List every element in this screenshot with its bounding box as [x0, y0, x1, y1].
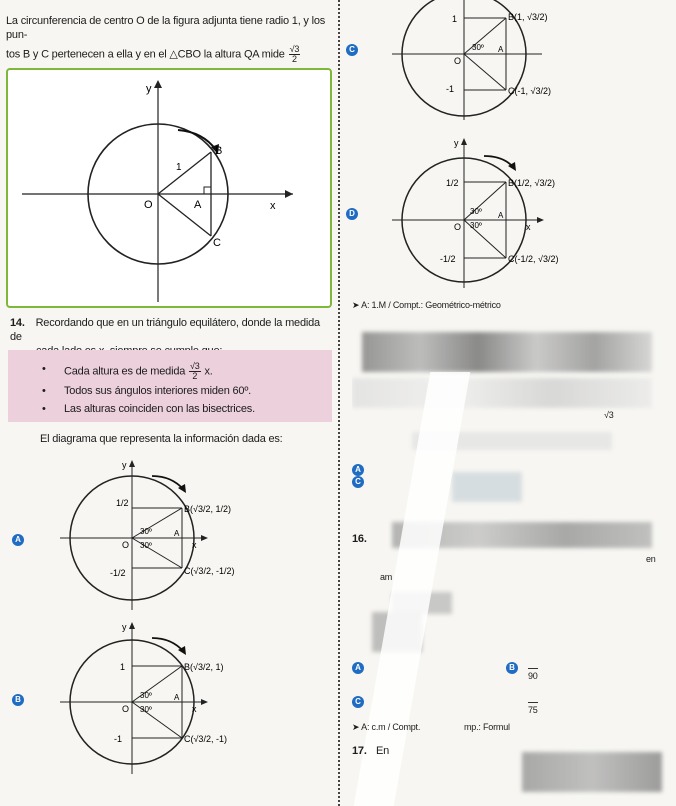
- svg-text:O: O: [122, 540, 130, 550]
- q14-number: 14.: [10, 317, 25, 329]
- meta-line-2b: mp.: Formul: [464, 722, 510, 732]
- svg-text:A: A: [498, 211, 504, 220]
- svg-text:A: A: [174, 529, 180, 538]
- obscured-region: [352, 312, 676, 806]
- svg-text:O: O: [454, 56, 462, 66]
- column-divider: [338, 0, 340, 806]
- svg-text:B(√3/2, 1/2): B(√3/2, 1/2): [184, 504, 231, 514]
- blur-block-4: [452, 472, 522, 502]
- svg-text:B(√3/2, 1): B(√3/2, 1): [184, 662, 224, 672]
- svg-text:1/2: 1/2: [446, 178, 459, 188]
- svg-text:O: O: [122, 704, 130, 714]
- svg-text:30º: 30º: [140, 705, 152, 714]
- circle-figure: [8, 70, 330, 306]
- q15-option-a-badge[interactable]: A: [352, 464, 364, 476]
- option-a-badge[interactable]: A: [12, 534, 24, 546]
- q15-option-c-badge[interactable]: C: [352, 476, 364, 488]
- problem-line-1: La circunferencia de centro O de la figura adjunta tiene radio 1, y los pun-: [6, 15, 326, 41]
- svg-text:A: A: [174, 693, 180, 702]
- frac-75: 75: [528, 702, 538, 717]
- q16-number: 16.: [352, 533, 367, 545]
- fig-C-label: C: [213, 237, 221, 249]
- option-b-badge[interactable]: B: [12, 694, 24, 706]
- svg-text:1/2: 1/2: [116, 498, 129, 508]
- option-c-diagram[interactable]: [392, 0, 592, 120]
- svg-text:C(-1/2, √3/2): C(-1/2, √3/2): [508, 254, 559, 264]
- problem-line-2: tos B y C pertenecen a ella y en el △CBO la altura QA mide $\frac{√3}{2}$: [6, 44, 300, 64]
- svg-text:y: y: [122, 460, 127, 470]
- fig-A-label: A: [194, 199, 202, 211]
- svg-text:C(√3/2, -1/2): C(√3/2, -1/2): [184, 566, 235, 576]
- svg-text:30º: 30º: [140, 527, 152, 536]
- svg-text:1: 1: [120, 662, 126, 672]
- q16-option-c-badge[interactable]: C: [352, 696, 364, 708]
- option-d-badge[interactable]: D: [346, 208, 358, 220]
- option-a-diagram[interactable]: [60, 456, 250, 612]
- svg-text:O: O: [454, 222, 462, 232]
- fig-y-label: y: [146, 83, 152, 95]
- svg-text:B(1/2, √3/2): B(1/2, √3/2): [508, 178, 555, 188]
- svg-text:y: y: [122, 622, 127, 632]
- fig-x-label: x: [270, 200, 276, 212]
- meta-line-2: ➤ A: c.m / Compt.: [352, 722, 421, 732]
- svg-text:A: A: [498, 45, 504, 54]
- meta-line: ➤ A: 1.M / Compt.: Geométrico-métrico: [352, 300, 501, 310]
- svg-text:30º: 30º: [472, 43, 484, 52]
- frag-en: en: [646, 554, 656, 564]
- svg-text:-1/2: -1/2: [440, 254, 456, 264]
- svg-text:B(1, √3/2): B(1, √3/2): [508, 12, 548, 22]
- fact-1: Cada altura es de medida $\frac{√3}{2}$ x.: [64, 361, 213, 381]
- svg-text:C(-1, √3/2): C(-1, √3/2): [508, 86, 551, 96]
- svg-text:-1: -1: [114, 734, 123, 744]
- fact-2: Todos sus ángulos interiores miden 60º.: [64, 385, 251, 397]
- svg-text:30º: 30º: [140, 691, 152, 700]
- svg-text:x: x: [192, 540, 197, 550]
- svg-text:x: x: [526, 222, 531, 232]
- svg-text:C(√3/2, -1): C(√3/2, -1): [184, 734, 227, 744]
- fig-B-label: B: [215, 145, 223, 157]
- blur-block-1: [362, 332, 652, 372]
- q16-option-a-badge[interactable]: A: [352, 662, 364, 674]
- fig-radius-label: 1: [176, 162, 182, 173]
- q16-option-b-badge[interactable]: B: [506, 662, 518, 674]
- height-fraction: $\frac{√3}{2}$: [289, 44, 300, 64]
- q17-number: 17.: [352, 745, 367, 757]
- problem-statement: [6, 14, 326, 64]
- svg-text:-1/2: -1/2: [110, 568, 126, 578]
- option-b-diagram[interactable]: [60, 618, 250, 778]
- q14-stem: 14. Recordando que en un triángulo equilátero, donde la medida de: [10, 317, 320, 343]
- svg-text:y: y: [454, 138, 459, 148]
- svg-text:-1: -1: [446, 84, 455, 94]
- blur-block-2: [352, 378, 652, 408]
- fig-O-label: O: [144, 199, 153, 211]
- frag-am: am: [380, 572, 393, 582]
- fact-3: Las alturas coinciden con las bisectrices.: [64, 403, 255, 415]
- circle-figure-frame: [6, 68, 332, 308]
- blur-block-8: [522, 752, 662, 792]
- frag-sqrt3: √3: [604, 410, 614, 420]
- q14-facts-box: [8, 350, 332, 422]
- svg-text:30º: 30º: [470, 207, 482, 216]
- option-c-badge[interactable]: C: [346, 44, 358, 56]
- svg-text:x: x: [192, 704, 197, 714]
- q17-fragment: En: [376, 745, 390, 757]
- svg-text:30º: 30º: [140, 541, 152, 550]
- option-d-diagram[interactable]: [392, 130, 592, 290]
- svg-text:30º: 30º: [470, 221, 482, 230]
- q14-diagram-prompt: El diagrama que representa la información dada es:: [40, 433, 283, 445]
- svg-text:1: 1: [452, 14, 458, 24]
- frac-90: 90: [528, 668, 538, 683]
